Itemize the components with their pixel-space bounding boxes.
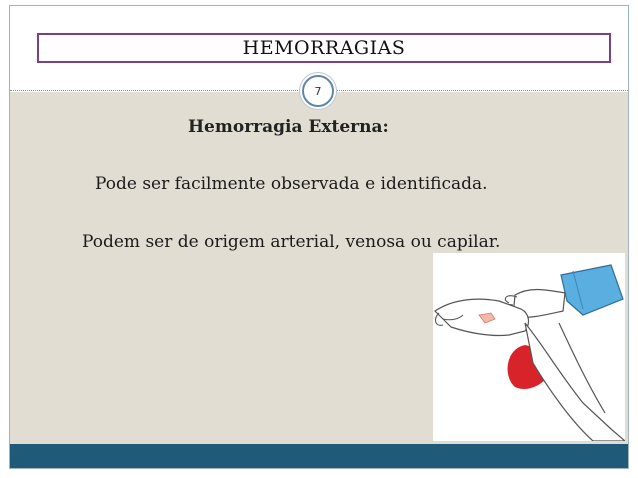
paragraph-1: Pode ser facilmente observada e identificada.: [95, 174, 488, 194]
paragraph-2: Podem ser de origem arterial, venosa ou capilar.: [82, 232, 501, 252]
slide-title: HEMORRAGIAS: [242, 37, 406, 59]
subheading: Hemorragia Externa:: [188, 117, 389, 137]
slide-frame: [9, 5, 629, 469]
page-number: 7: [314, 84, 322, 98]
